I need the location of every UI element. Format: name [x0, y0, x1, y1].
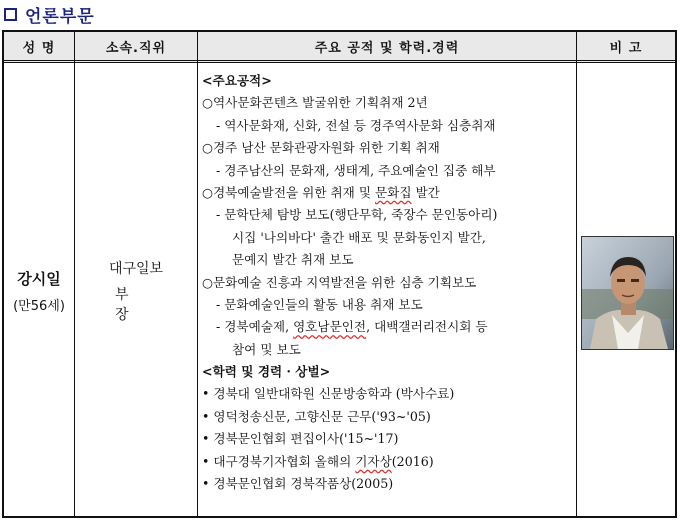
detail-line: • 경북문인협회 편집이사('15~'17): [202, 431, 399, 447]
detail-line: 문예지 발간 취재 보도: [232, 252, 354, 268]
detail-line: ○문화예술 진흥과 지역발전을 위한 심층 기획보도: [202, 274, 477, 290]
header-affiliation: 소속.직위: [105, 40, 167, 56]
detail-line: - 문학단체 탐방 보도(행단무학, 죽장수 문인동아리): [216, 207, 498, 223]
detail-heading: <주요공적>: [202, 73, 272, 88]
person-age: (만56세): [13, 299, 65, 314]
detail-line: ○경주 남산 문화관광자원화 위한 기획 취재: [202, 140, 440, 156]
detail-line: ○역사문화콘텐츠 발굴위한 기획취재 2년: [202, 95, 428, 111]
organization: 대구일보: [108, 261, 164, 277]
detail-line: • 대구경북기자협회 올해의 기자상(2016): [202, 453, 434, 469]
affiliation-cell: [75, 66, 197, 516]
person-name: 강시일: [17, 270, 61, 288]
portrait-photo: [581, 236, 674, 350]
notes-cell: [577, 66, 675, 516]
header-notes: 비 고: [609, 40, 643, 56]
detail-line: - 경북예술제, 영호남문인전, 대백갤러리전시회 등: [216, 319, 488, 335]
section-header: [4, 2, 95, 26]
detail-line: • 영덕청송신문, 고향신문 근무('93~'05): [202, 408, 431, 424]
position: 부장: [115, 287, 169, 323]
detail-line: 시집 '나의바다' 출간 배포 및 문화동인지 발간,: [232, 229, 486, 245]
header-details: 주요 공적 및 학력.경력: [314, 40, 460, 56]
section-title: 언론부문: [25, 6, 95, 27]
detail-line: • 경북문인협회 경북작품상(2005): [202, 476, 394, 492]
detail-line: 참여 및 보도: [232, 341, 301, 357]
detail-line: - 경주남산의 문화재, 생태계, 주요예술인 집중 해부: [216, 162, 496, 178]
detail-line: - 역사문화재, 신화, 전설 등 경주역사문화 심층취재: [216, 117, 496, 133]
header-name: 성 명: [22, 40, 56, 56]
detail-line: • 경북대 일반대학원 신문방송학과 (박사수료): [202, 386, 455, 402]
name-cell: [4, 66, 74, 516]
detail-line: ○경북예술발전을 위한 취재 및 문화집 발간: [202, 184, 440, 200]
detail-line: - 문화예술인들의 활동 내용 취재 보도: [216, 296, 423, 312]
table-header-row: [4, 32, 675, 63]
award-table: [2, 30, 677, 518]
details-cell: [198, 66, 576, 516]
checkbox-icon: [4, 8, 17, 21]
detail-heading: <학력 및 경력 · 상벌>: [202, 364, 331, 380]
